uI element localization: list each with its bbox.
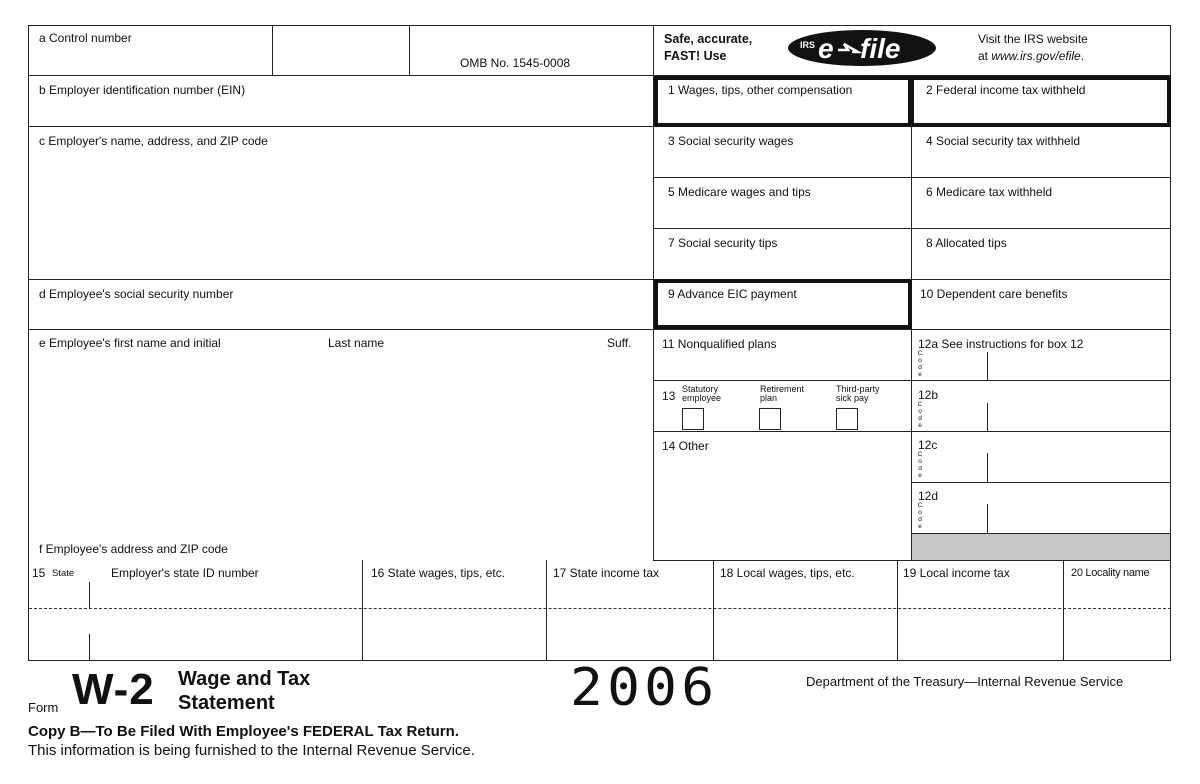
svg-text:IRS: IRS — [800, 40, 816, 50]
furnished-info-line: This information is being furnished to the Internal Revenue Service. — [28, 742, 475, 759]
box-b-label: b Employer identification number (EIN) — [39, 83, 246, 97]
employee-name-field[interactable] — [29, 352, 652, 537]
local-tax-field-1[interactable] — [898, 583, 1062, 607]
box-1-label: 1 Wages, tips, other compensation — [668, 83, 853, 97]
svg-text:file: file — [860, 33, 901, 64]
box-12c-label: 12c — [918, 438, 938, 452]
state-id-field-2[interactable] — [91, 610, 361, 660]
box-12b-code-divider — [987, 403, 988, 431]
box-12a-code-divider — [987, 352, 988, 380]
divider — [911, 482, 1171, 483]
divider — [653, 177, 1171, 178]
state-wages-field-1[interactable] — [363, 583, 545, 607]
box-12a-code-label: C o d e — [917, 350, 923, 378]
box-12b-label: 12b — [918, 388, 939, 402]
statutory-employee-label: Statutory employee — [682, 384, 722, 403]
copy-b-line: Copy B—To Be Filed With Employee's FEDERAL Tax Return. — [28, 723, 459, 740]
divider — [653, 25, 654, 75]
box-2-label: 2 Federal income tax withheld — [926, 83, 1086, 97]
box-6-label: 6 Medicare tax withheld — [926, 185, 1053, 199]
state-tax-field-2[interactable] — [547, 610, 712, 660]
nonqualified-plans-field[interactable] — [655, 353, 910, 379]
advance-eic-field[interactable] — [658, 303, 908, 325]
control-number-extra-field[interactable] — [273, 26, 409, 74]
irs-website-link[interactable]: www.irs.gov/efile — [991, 49, 1081, 63]
other-field[interactable] — [655, 455, 910, 559]
divider — [28, 75, 653, 76]
box-12b-amount-field[interactable] — [989, 404, 1169, 430]
box-18-label: 18 Local wages, tips, etc. — [720, 566, 855, 580]
form-title-line-2: Statement — [178, 692, 275, 714]
divider — [911, 533, 1171, 534]
state-id-divider — [89, 634, 90, 660]
form-title-line-1: Wage and Tax — [178, 668, 311, 690]
box-19-label: 19 Local income tax — [903, 566, 1010, 580]
state-wages-field-2[interactable] — [363, 610, 545, 660]
box-12d-label: 12d — [918, 489, 939, 503]
box-14-label: 14 Other — [662, 439, 709, 453]
state-row-separator — [29, 608, 1171, 609]
local-wages-field-2[interactable] — [714, 610, 896, 660]
box-3-label: 3 Social security wages — [668, 134, 794, 148]
box-12d-code-divider — [987, 504, 988, 533]
ein-field[interactable] — [29, 98, 652, 125]
box-12c-code-divider — [987, 453, 988, 482]
state-field-1[interactable] — [29, 583, 88, 607]
divider — [28, 329, 653, 330]
box-e-suffix-label: Suff. — [607, 336, 632, 350]
form-word: Form — [28, 700, 59, 715]
box-12d-code-label: C o d e — [917, 502, 923, 530]
state-field-2[interactable] — [29, 610, 88, 660]
box-9-label: 9 Advance EIC payment — [668, 287, 797, 301]
box-12c-code-label: C o d e — [917, 451, 923, 479]
box-5-label: 5 Medicare wages and tips — [668, 185, 811, 199]
box-8-label: 8 Allocated tips — [926, 236, 1007, 250]
third-party-sick-pay-label: Third-party sick pay — [836, 384, 880, 403]
federal-tax-withheld-field[interactable] — [915, 100, 1167, 122]
box-12a-code-field[interactable] — [926, 353, 986, 379]
wages-field[interactable] — [658, 100, 908, 122]
box-f-label: f Employee's address and ZIP code — [39, 542, 228, 556]
irs-website-prefix: at — [978, 49, 992, 63]
box-20-label: 20 Locality name — [1071, 567, 1150, 579]
irs-website-line-2 — [978, 48, 1084, 64]
box-c-label: c Employer's name, address, and ZIP code — [39, 134, 268, 148]
box-e-last-label: Last name — [328, 336, 385, 350]
box-15-state-id-label: Employer's state ID number — [111, 566, 259, 580]
box-7-label: 7 Social security tips — [668, 236, 778, 250]
divider — [653, 380, 1171, 381]
efile-tagline-2: FAST! Use — [664, 49, 727, 63]
ss-wages-field[interactable] — [655, 150, 910, 176]
box-12c-amount-field[interactable] — [989, 454, 1169, 481]
divider — [28, 126, 653, 127]
box-16-label: 16 State wages, tips, etc. — [371, 566, 506, 580]
third-party-sick-pay-checkbox[interactable] — [836, 408, 858, 430]
svg-text:e: e — [818, 33, 834, 64]
box-10-label: 10 Dependent care benefits — [920, 287, 1068, 301]
local-wages-field-1[interactable] — [714, 583, 896, 607]
state-id-divider — [89, 582, 90, 608]
irs-efile-logo — [786, 28, 938, 68]
irs-website-line-1: Visit the IRS website — [978, 32, 1088, 46]
department-line: Department of the Treasury—Internal Revenue Service — [806, 674, 1124, 689]
efile-tagline-1: Safe, accurate, — [664, 32, 753, 46]
omb-number: OMB No. 1545-0008 — [460, 56, 571, 70]
employer-name-address-field[interactable] — [29, 150, 652, 278]
box-e-first-label: e Employee's first name and initial — [39, 336, 221, 350]
form-name: W-2 — [72, 665, 155, 714]
box-4-label: 4 Social security tax withheld — [926, 134, 1081, 148]
ss-tax-withheld-field[interactable] — [913, 150, 1170, 176]
local-tax-field-2[interactable] — [898, 610, 1062, 660]
medicare-tax-withheld-field[interactable] — [913, 201, 1170, 227]
box-12d-amount-field[interactable] — [989, 505, 1169, 532]
state-tax-field-1[interactable] — [547, 583, 712, 607]
divider — [653, 228, 1171, 229]
divider — [409, 25, 410, 75]
divider — [653, 329, 1171, 330]
irs-website-suffix: . — [1080, 49, 1085, 63]
state-id-field-1[interactable] — [91, 583, 361, 607]
box-12a-label: 12a See instructions for box 12 — [918, 337, 1084, 351]
divider — [653, 560, 1171, 561]
retirement-plan-label: Retirement plan — [760, 384, 805, 403]
box-17-label: 17 State income tax — [553, 566, 660, 580]
divider — [653, 431, 1171, 432]
control-number-field[interactable] — [29, 46, 272, 74]
statutory-employee-checkbox[interactable] — [682, 408, 704, 430]
allocated-tips-field[interactable] — [913, 252, 1170, 278]
box-15-label: 15 — [32, 566, 46, 580]
box-13-label: 13 — [662, 389, 676, 403]
locality-name-field-2[interactable] — [1064, 610, 1170, 660]
employee-ssn-field[interactable] — [29, 302, 652, 328]
box-11-label: 11 Nonqualified plans — [662, 337, 777, 351]
box-12c-code-field[interactable] — [926, 454, 986, 481]
divider — [28, 279, 653, 280]
shaded-area — [912, 533, 1170, 560]
dependent-care-field[interactable] — [913, 302, 1170, 328]
tax-year: 2006 — [570, 658, 719, 718]
box-12b-code-label: C o d e — [917, 401, 923, 429]
box-15-state-label: State — [52, 568, 75, 579]
box-12a-amount-field[interactable] — [989, 353, 1169, 379]
retirement-plan-checkbox[interactable] — [759, 408, 781, 430]
box-12b-code-field[interactable] — [926, 404, 986, 430]
locality-name-field-1[interactable] — [1064, 583, 1170, 607]
ss-tips-field[interactable] — [655, 252, 910, 278]
medicare-wages-field[interactable] — [655, 201, 910, 227]
box-d-label: d Employee's social security number — [39, 287, 234, 301]
control-number-label: a Control number — [39, 31, 132, 45]
box-12d-code-field[interactable] — [926, 505, 986, 532]
